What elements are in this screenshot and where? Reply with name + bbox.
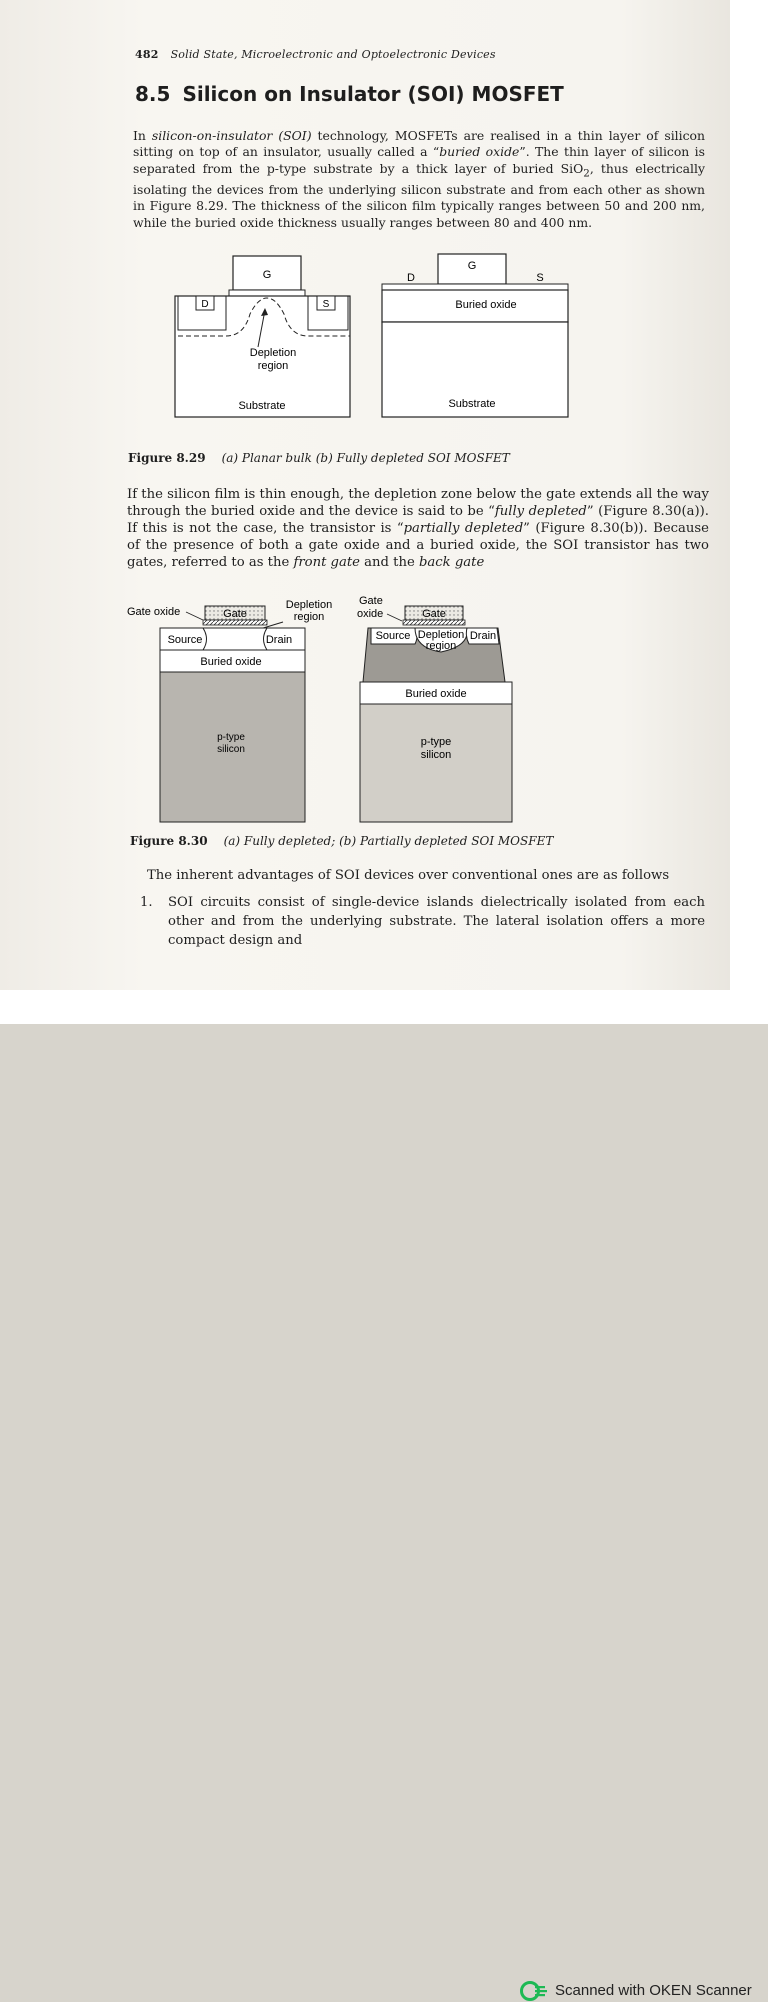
section-heading: Silicon on Insulator (SOI) MOSFET [182, 82, 564, 106]
depletion-label-2: region [257, 360, 289, 372]
silicon-label-2: silicon [420, 749, 452, 761]
depletion-label-2: region [293, 611, 325, 623]
figure-8-30a-fully-depleted [127, 599, 332, 822]
buried-oxide-label: Buried oxide [200, 656, 262, 668]
source-label: S [322, 299, 330, 310]
section-number: 8.5 [135, 82, 171, 106]
depletion-label-1: Depletion [285, 599, 333, 611]
list-text: SOI circuits consist of single-device islands dielectrically isolated from each other and from the underlying substrate. The lateral isolation offers a more compact design and [168, 895, 705, 948]
gate-oxide [203, 620, 267, 625]
text-run: and the [359, 555, 419, 570]
source-label: Source [167, 634, 203, 646]
depletion-label-1: Depletion [417, 629, 465, 641]
figure-8-30-caption [130, 834, 553, 848]
depletion-label-1: Depletion [249, 347, 297, 359]
text-run: In [133, 128, 152, 143]
gate-label: Gate [223, 608, 247, 620]
buried-oxide-label: Buried oxide [455, 299, 517, 311]
drain-label: D [201, 299, 209, 310]
gate-oxide-label-2: oxide [357, 608, 384, 620]
paragraph-depletion [127, 486, 709, 571]
scanner-footer [0, 990, 768, 1999]
silicon-label-1: p-type [217, 732, 245, 743]
book-page [0, 0, 730, 990]
figure-8-30 [125, 590, 525, 826]
gate-label: G [262, 269, 272, 281]
gate-oxide-label-1: Gate [359, 595, 383, 607]
caption-text: (a) Planar bulk (b) Fully depleted SOI MOSFET [221, 451, 510, 465]
substrate-label: Substrate [448, 398, 496, 410]
caption-label: Figure 8.29 [128, 451, 206, 465]
paragraph-advantages: The inherent advantages of SOI devices over conventional ones are as follows [147, 868, 670, 883]
running-head [135, 48, 496, 61]
silicon-label-1: p-type [420, 736, 452, 748]
text-run: , thus electrically isolating the devices from the underlying silicon substrate and from each other as shown in Figure 8.29. The thickness of the silicon film typically ranges between 50 and 200 nm, while the buried oxide thickness usually ranges between 80 and 400 nm. [133, 160, 705, 230]
silicon-film [382, 284, 568, 290]
paragraph-intro [133, 128, 705, 231]
italic-term: silicon-on-insulator (SOI) [151, 128, 312, 143]
book-title: Solid State, Microelectronic and Optoelectronic Devices [170, 48, 496, 61]
italic-term: buried oxide [439, 144, 520, 160]
page-number: 482 [135, 48, 159, 61]
gate-oxide [229, 290, 305, 296]
buried-oxide-label: Buried oxide [405, 688, 467, 700]
silicon-label-2: silicon [217, 744, 245, 755]
figure-8-30b-partially-depleted [357, 595, 512, 822]
gate-oxide [403, 620, 465, 625]
source-label: S [536, 272, 544, 284]
figure-8-29b-fully-depleted-soi [382, 254, 568, 417]
subscript: 2 [583, 167, 590, 180]
italic-term: fully depleted [494, 504, 587, 519]
section-title [135, 82, 564, 106]
figure-8-29-caption [128, 451, 510, 465]
page-margin [730, 0, 768, 990]
gate-oxide-label: Gate oxide [127, 606, 181, 618]
source-label: Source [375, 630, 411, 642]
italic-term: front gate [293, 555, 360, 570]
silicon-substrate [360, 704, 512, 822]
drain-label: Drain [265, 634, 293, 646]
oken-scanner-logo-icon [519, 1980, 549, 2002]
text-run: ” (Figure 8.30(b)). Because of the presence of both a gate oxide and a buried oxide, the SOI transistor has two gates, referred to as the [127, 521, 709, 570]
caption-label: Figure 8.30 [130, 834, 208, 848]
depletion-label-2: region [425, 640, 457, 652]
figure-8-29 [125, 252, 555, 432]
gate-label: G [467, 260, 477, 272]
drain-label: Drain [469, 630, 497, 642]
text-run: ” (Figure 8.30(a)). If this is not the case, the transistor is “ [127, 504, 709, 536]
list-number: 1. [140, 895, 153, 910]
scanner-label: Scanned with OKEN Scanner [555, 1982, 752, 1999]
text-run: technology, MOSFETs are realised in a thin layer of silicon sitting on top of an insulator, usually called a “ [133, 128, 705, 160]
caption-text: (a) Fully depleted; (b) Partially depleted SOI MOSFET [223, 834, 554, 848]
figure-8-29a-planar-bulk [175, 256, 350, 417]
drain-label: D [407, 272, 415, 284]
italic-term: back gate [418, 555, 485, 570]
italic-term: partially depleted [403, 521, 524, 536]
text-run: If the silicon film is thin enough, the depletion zone below the gate extends all the way through the buried oxide and the device is said to be “ [127, 487, 709, 519]
substrate-label: Substrate [238, 400, 286, 412]
gate-label: Gate [422, 608, 446, 620]
gate-oxide-leader [387, 614, 402, 621]
gate-oxide-leader [186, 612, 203, 620]
text-run: ”. The thin layer of silicon is separated from the p-type substrate by a thick layer of buried SiO [133, 144, 705, 176]
list-item [140, 893, 705, 950]
